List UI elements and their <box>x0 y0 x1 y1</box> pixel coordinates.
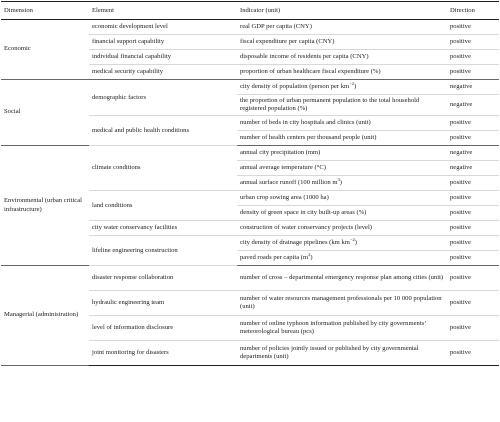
indicator-text: city density of population (person per km <box>240 83 350 91</box>
direction-cell: positive <box>447 20 499 35</box>
element-cell: land conditions <box>89 191 237 221</box>
indicator-cell: urban crop sowing area (1000 ha) <box>237 191 447 206</box>
dimension-social: Social <box>1 80 89 146</box>
indicator-table <box>1 1 499 366</box>
indicator-cell <box>237 236 447 251</box>
dimension-environmental: Environmental (urban critical infrastructure) <box>1 146 89 266</box>
element-cell: demographic factors <box>89 80 237 116</box>
direction-cell: positive <box>447 65 499 80</box>
indicator-tail: ) <box>354 239 357 247</box>
direction-cell: positive <box>447 221 499 236</box>
direction-cell: positive <box>447 291 499 316</box>
table-row <box>1 266 499 291</box>
indicator-cell: construction of water conservancy projects (level) <box>237 221 447 236</box>
indicator-tail: ) <box>354 83 357 91</box>
indicator-cell: number of cross – departmental emergency response plan among cities (unit) <box>237 266 447 291</box>
indicator-superscript: 2 <box>308 251 311 257</box>
indicator-tail: ) <box>310 254 313 262</box>
table-row <box>1 80 499 95</box>
indicator-superscript: −2 <box>349 236 355 242</box>
direction-cell: negative <box>447 146 499 161</box>
indicator-cell: the proportion of urban permanent population to the total household registered population (%) <box>237 95 447 116</box>
indicator-text: city density of drainage pipelines (km km <box>240 239 350 247</box>
element-cell: lifeline engineering construction <box>89 236 237 266</box>
table-row <box>1 146 499 161</box>
direction-cell: positive <box>447 35 499 50</box>
element-cell: city water conservancy facilities <box>89 221 237 236</box>
element-cell: medical and public health conditions <box>89 116 237 146</box>
direction-cell: positive <box>447 116 499 131</box>
element-cell: hydraulic engineering team <box>89 291 237 316</box>
direction-cell: positive <box>447 191 499 206</box>
indicator-cell: fiscal expenditure per capita (CNY) <box>237 35 447 50</box>
header-row <box>1 2 499 20</box>
indicator-cell: proportion of urban healthcare fiscal expenditure (%) <box>237 65 447 80</box>
indicator-cell <box>237 176 447 191</box>
header-direction: Direction <box>447 2 499 20</box>
dimension-economic: Economic <box>1 20 89 80</box>
direction-cell: negative <box>447 80 499 95</box>
direction-cell: positive <box>447 176 499 191</box>
indicator-cell: density of green space in city built-up areas (%) <box>237 206 447 221</box>
indicator-cell: number of beds in city hospitals and clinics (unit) <box>237 116 447 131</box>
table-row <box>1 20 499 35</box>
header-element: Element <box>89 2 237 20</box>
header-indicator: Indicator (unit) <box>237 2 447 20</box>
element-cell: economic development level <box>89 20 237 35</box>
element-cell: level of information disclosure <box>89 316 237 341</box>
element-cell: medical security capability <box>89 65 237 80</box>
direction-cell: positive <box>447 266 499 291</box>
indicator-cell <box>237 80 447 95</box>
element-cell: joint monitoring for disasters <box>89 341 237 366</box>
direction-cell: positive <box>447 316 499 341</box>
element-cell: disaster response collaboration <box>89 266 237 291</box>
direction-cell: negative <box>447 95 499 116</box>
dimension-managerial: Managerial (administration) <box>1 266 89 366</box>
direction-cell: positive <box>447 131 499 146</box>
indicator-text: paved roads per capita (m <box>240 254 309 262</box>
indicator-cell: number of policies jointly issued or published by city governmental departments (unit) <box>237 341 447 366</box>
indicator-cell: real GDP per capita (CNY) <box>237 20 447 35</box>
indicator-cell <box>237 251 447 266</box>
direction-cell: positive <box>447 341 499 366</box>
table-body <box>1 20 499 366</box>
direction-cell: positive <box>447 206 499 221</box>
indicator-text: annual surface runoff (100 million m <box>240 179 338 187</box>
direction-cell: positive <box>447 251 499 266</box>
element-cell: climate conditions <box>89 146 237 191</box>
direction-cell: positive <box>447 50 499 65</box>
indicator-cell: annual average temperature (°C) <box>237 161 447 176</box>
indicator-tail: ) <box>339 179 342 187</box>
indicator-cell: number of online typhoon information published by city governments’ meteorological bureau (pcs) <box>237 316 447 341</box>
indicator-cell: disposable income of residents per capita (CNY) <box>237 50 447 65</box>
element-cell: individual financial capability <box>89 50 237 65</box>
indicator-cell: annual city precipitation (mm) <box>237 146 447 161</box>
indicator-superscript: 3 <box>337 176 340 182</box>
direction-cell: positive <box>447 236 499 251</box>
direction-cell: negative <box>447 161 499 176</box>
indicator-superscript: −2 <box>349 80 355 86</box>
indicator-cell: number of water resources management professionals per 10 000 population (unit) <box>237 291 447 316</box>
table-header <box>1 2 499 20</box>
indicator-cell: number of health centers per thousand people (unit) <box>237 131 447 146</box>
element-cell: financial support capability <box>89 35 237 50</box>
header-dimension: Dimension <box>1 2 89 20</box>
